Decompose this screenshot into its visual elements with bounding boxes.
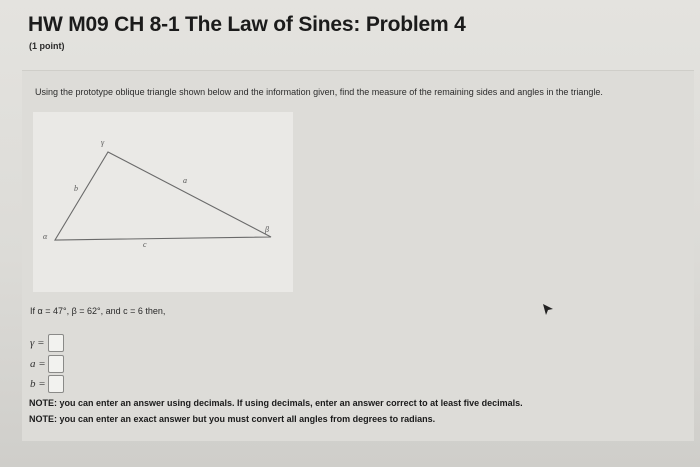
points-label: (1 point) (29, 41, 65, 51)
vertex-label-beta: β (265, 225, 269, 234)
given-values: If α = 47°, β = 62°, and c = 6 then, (30, 306, 166, 316)
page-title: HW M09 CH 8-1 The Law of Sines: Problem 4 (28, 13, 466, 36)
answer-row-gamma (30, 334, 64, 352)
triangle-shape (55, 152, 271, 240)
problem-instruction: Using the prototype oblique triangle shown below and the information given, find the measure of the remaining sides and angles in the triangle. (35, 87, 603, 97)
answer-row-b (30, 375, 64, 393)
note-exact: NOTE: you can enter an exact answer but you must convert all angles from degrees to radians. (29, 414, 436, 424)
side-label-a: a (183, 176, 187, 185)
gamma-answer-input[interactable] (48, 334, 64, 352)
a-answer-input[interactable] (48, 355, 64, 373)
answer-label-gamma: γ = (30, 337, 45, 349)
triangle-diagram (33, 112, 293, 292)
vertex-label-alpha: α (43, 232, 48, 241)
side-label-b: b (74, 184, 78, 193)
side-label-c: c (143, 240, 147, 249)
b-answer-input[interactable] (48, 375, 64, 393)
vertex-label-gamma: γ (101, 138, 105, 147)
answer-label-b: b = (30, 378, 46, 390)
answer-row-a (30, 355, 64, 373)
triangle-figure (33, 112, 293, 292)
answer-label-a: a = (30, 358, 46, 370)
note-decimals: NOTE: you can enter an answer using decimals. If using decimals, enter an answer correct to at least five decimals. (29, 398, 523, 408)
mouse-cursor-icon (542, 303, 554, 317)
